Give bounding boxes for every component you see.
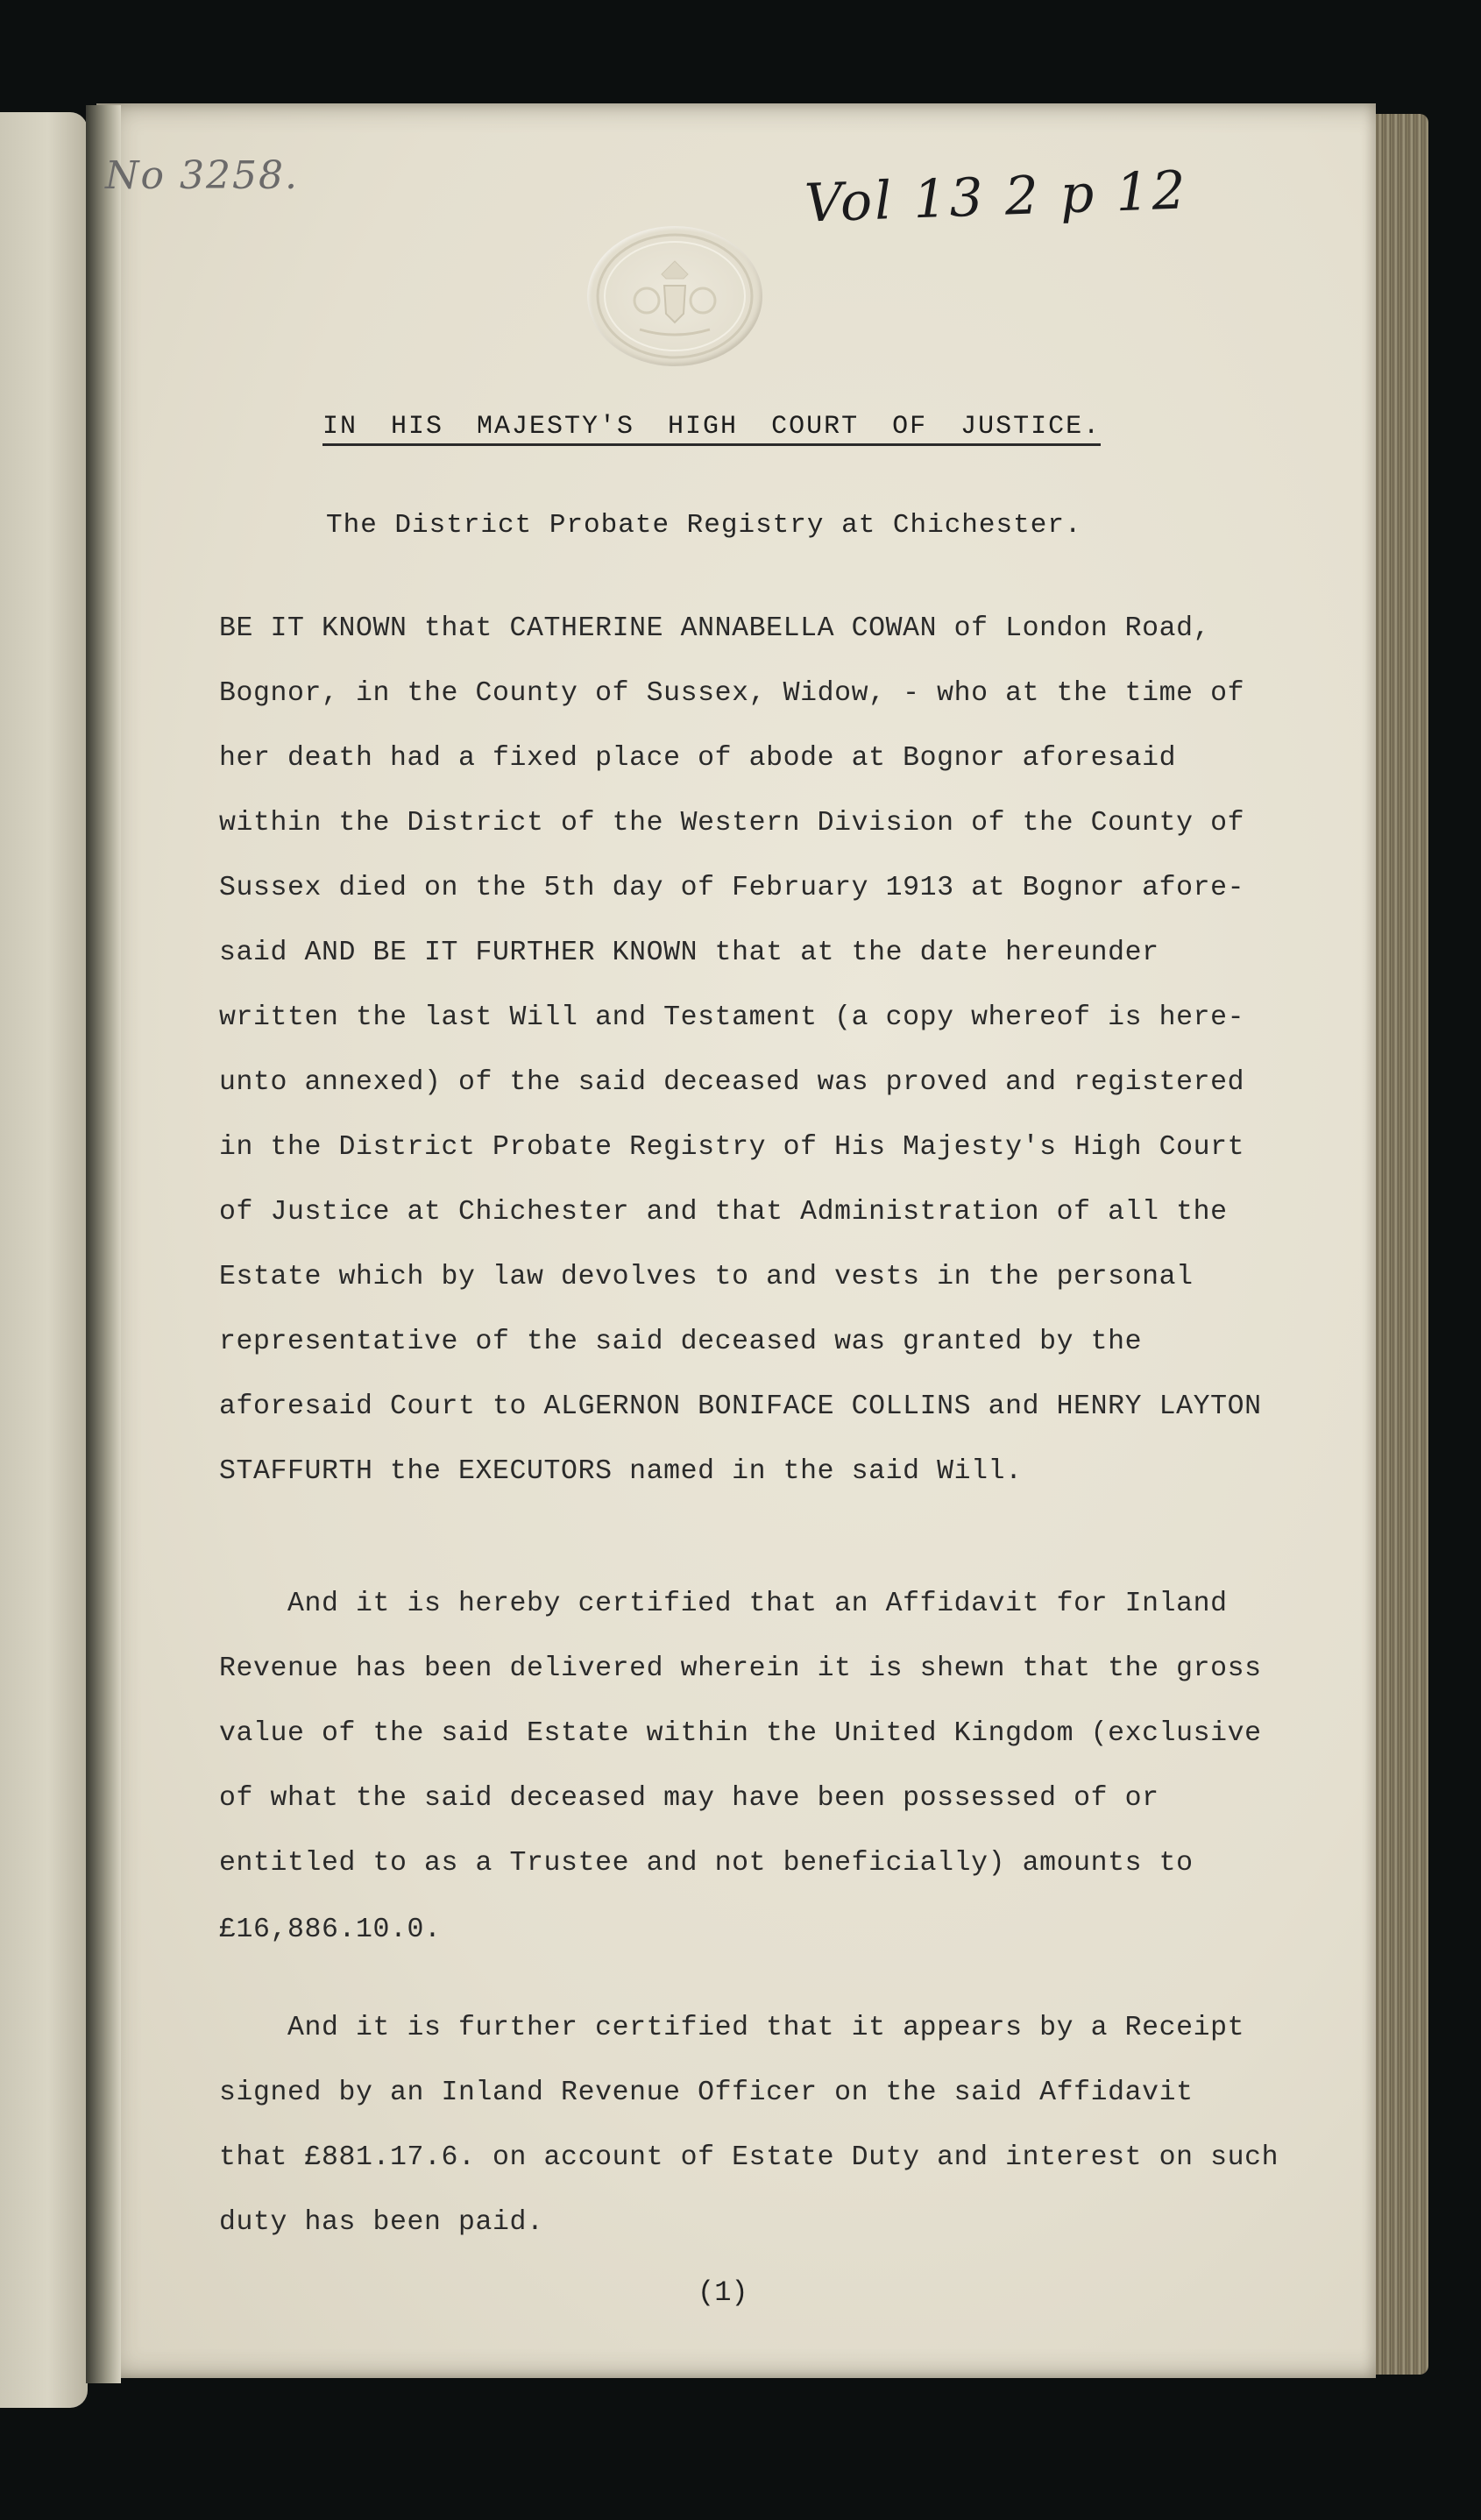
text-line: duty has been paid. <box>219 2207 544 2238</box>
handwritten-ref-number: No 3258. <box>105 153 299 198</box>
book-gutter <box>86 105 121 2383</box>
text-line: Estate which by law devolves to and vests in the personal <box>219 1262 1194 1292</box>
text-line: And it is hereby certified that an Affidavit for Inland <box>219 1589 1228 1619</box>
text-line: written the last Will and Testament (a copy whereof is here- <box>219 1002 1245 1033</box>
royal-arms-icon <box>587 226 762 366</box>
text-line: And it is further certified that it appears by a Receipt <box>219 2013 1245 2043</box>
embossed-seal <box>587 226 762 366</box>
text-line: value of the said Estate within the United Kingdom (exclusive <box>219 1718 1262 1749</box>
text-line: STAFFURTH the EXECUTORS named in the said Will. <box>219 1456 1023 1487</box>
text-line: said AND BE IT FURTHER KNOWN that at the date hereunder <box>219 938 1159 968</box>
handwritten-volume-reference: Vol 13 2 p 12 <box>803 159 1189 235</box>
book-page-edges <box>1367 114 1428 2375</box>
text-line: aforesaid Court to ALGERNON BONIFACE COLLINS and HENRY LAYTON <box>219 1391 1262 1422</box>
text-line: Sussex died on the 5th day of February 1913 at Bognor afore- <box>219 873 1245 903</box>
text-line: signed by an Inland Revenue Officer on the said Affidavit <box>219 2078 1194 2108</box>
text-line: Bognor, in the County of Sussex, Widow, - who at the time of <box>219 678 1245 709</box>
text-line: that £881.17.6. on account of Estate Duty and interest on such <box>219 2142 1279 2173</box>
text-line: within the District of the Western Division of the County of <box>219 808 1245 839</box>
text-line: Revenue has been delivered wherein it is shewn that the gross <box>219 1653 1262 1684</box>
text-line: her death had a fixed place of abode at Bognor aforesaid <box>219 743 1177 774</box>
text-line: unto annexed) of the said deceased was proved and registered <box>219 1067 1245 1098</box>
page-number: (1) <box>698 2276 748 2309</box>
text-line: of Justice at Chichester and that Administration of all the <box>219 1197 1228 1228</box>
text-line: representative of the said deceased was granted by the <box>219 1327 1143 1357</box>
left-page-edge <box>0 112 88 2408</box>
text-line: of what the said deceased may have been possessed of or <box>219 1783 1159 1814</box>
text-line: entitled to as a Trustee and not beneficially) amounts to <box>219 1848 1194 1879</box>
page-title: IN HIS MAJESTY'S HIGH COURT OF JUSTICE. <box>322 412 1101 446</box>
registry-subheading: The District Probate Registry at Chichester. <box>326 510 1082 541</box>
text-line: £16,886.10.0. <box>219 1915 442 1945</box>
text-line: BE IT KNOWN that CATHERINE ANNABELLA COWAN of London Road, <box>219 613 1211 644</box>
text-line: in the District Probate Registry of His Majesty's High Court <box>219 1132 1245 1163</box>
